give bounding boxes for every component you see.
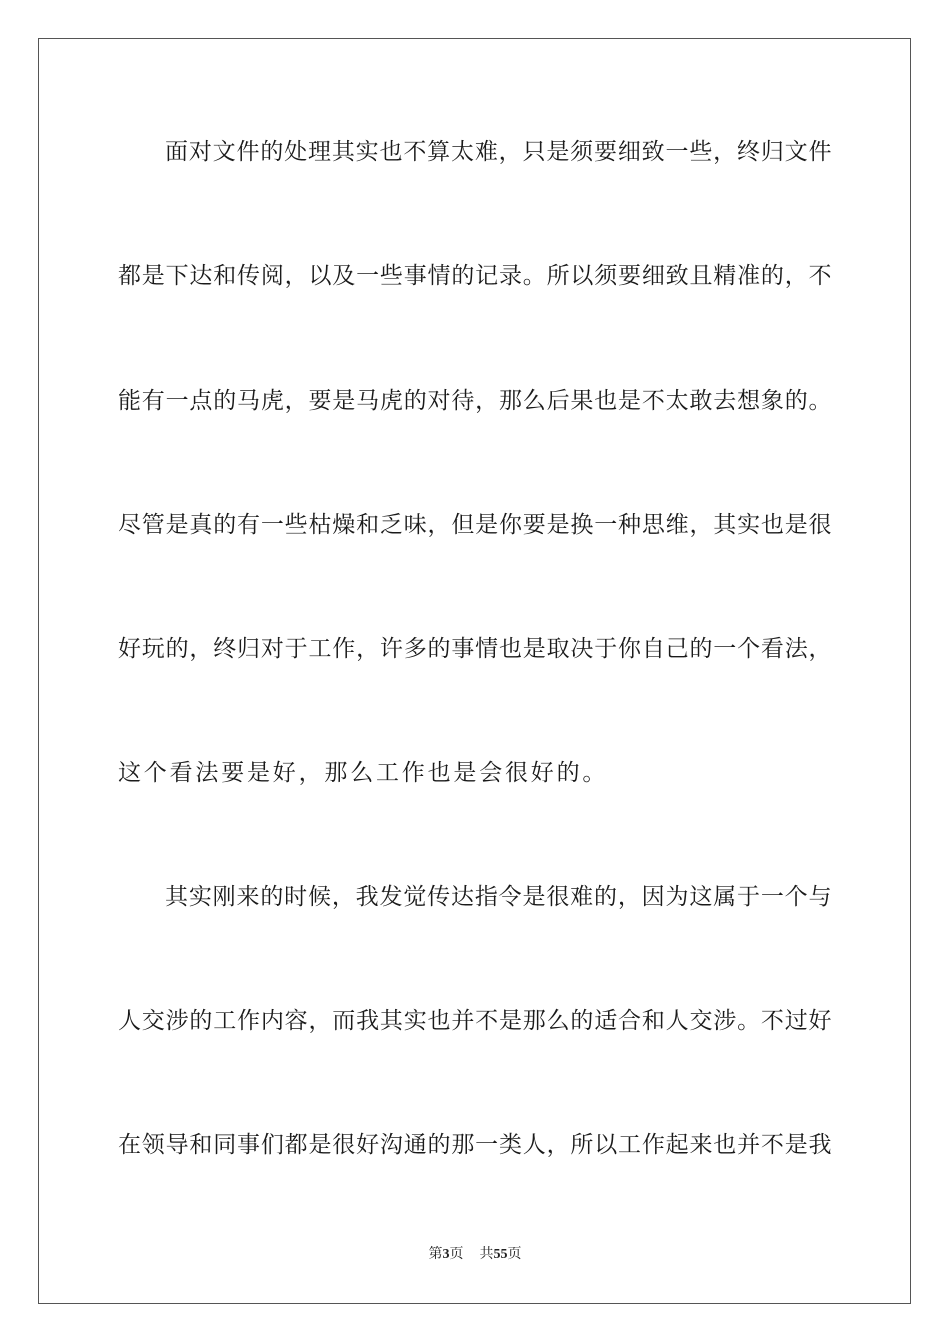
page-border <box>38 38 911 1304</box>
paragraph-1-line-4: 尽管是真的有一些枯燥和乏味，但是你要是换一种思维，其实也是很 <box>118 512 832 538</box>
paragraph-2-line-2: 人交涉的工作内容，而我其实也并不是那么的适合和人交涉。不过好 <box>118 1008 832 1034</box>
footer-total-pages: 55 <box>493 1247 508 1262</box>
footer-total-suffix: 页 <box>507 1246 522 1262</box>
footer-page-number: 3 <box>442 1247 450 1262</box>
paragraph-1-line-2: 都是下达和传阅，以及一些事情的记录。所以须要细致且精准的，不 <box>118 263 832 289</box>
footer-page-suffix: 页 <box>449 1246 464 1262</box>
footer-page-prefix: 第 <box>428 1246 443 1262</box>
paragraph-1-line-1: 面对文件的处理其实也不算太难，只是须要细致一些，终归文件 <box>165 139 832 165</box>
paragraph-1-line-3: 能有一点的马虎，要是马虎的对待，那么后果也是不太敢去想象的。 <box>118 388 832 414</box>
paragraph-2-line-3: 在领导和同事们都是很好沟通的那一类人，所以工作起来也并不是我 <box>118 1132 832 1158</box>
paragraph-2-line-1: 其实刚来的时候，我发觉传达指令是很难的，因为这属于一个与 <box>165 884 832 910</box>
paragraph-1-line-6: 这个看法要是好，那么工作也是会很好的。 <box>118 760 609 786</box>
footer-total-prefix: 共 <box>479 1246 494 1262</box>
paragraph-1-line-5: 好玩的，终归对于工作，许多的事情也是取决于你自己的一个看法， <box>118 636 832 662</box>
page-footer <box>0 1245 950 1264</box>
